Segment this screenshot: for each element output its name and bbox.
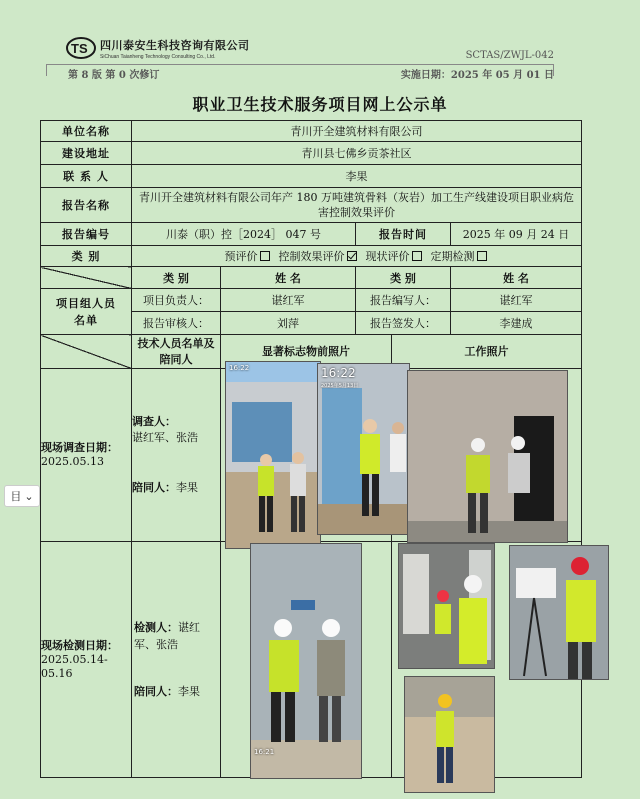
report-name-value: 青川开全建筑材料有限公司年产 180 万吨建筑骨料（灰岩）加工生产线建设项目职业病危害控制效果评价 xyxy=(132,188,582,223)
outline-toggle-button[interactable] xyxy=(4,485,40,507)
survey-staff-cell xyxy=(132,369,221,542)
work-col-header: 工作照片 xyxy=(392,335,582,369)
contact-label: 联 系 人 xyxy=(41,165,132,188)
category-options xyxy=(132,246,582,267)
category-label: 类 别 xyxy=(41,246,132,267)
checkbox-pre-eval xyxy=(260,251,270,261)
survey-landmark-photo-2 xyxy=(317,363,410,535)
detectors: 谌红军、张浩 xyxy=(134,621,200,651)
detection-companion-label: 陪同人： xyxy=(134,685,178,698)
checkbox-periodic xyxy=(477,251,487,261)
detection-date-label: 现场检测日期： xyxy=(41,638,118,652)
team-label: 项目组人员名单 xyxy=(41,289,132,335)
survey-landmark-photo-1 xyxy=(225,361,321,549)
category-periodic: 定期检测 xyxy=(431,250,489,263)
survey-date-label: 现场调查日期： xyxy=(41,441,118,454)
implementation-date: 实施日期：2025 年 05 月 01 日 xyxy=(400,70,554,81)
company-name-cn: 四川泰安生科技咨询有限公司 xyxy=(100,38,250,52)
report-name-label: 报告名称 xyxy=(41,188,132,223)
investigators-label: 调查人： xyxy=(132,415,176,428)
landmark-col-header: 显著标志物前照片 xyxy=(221,335,392,369)
team-role: 报告签发人： xyxy=(356,312,451,335)
report-no-value: 川泰（职）控［2024］ 047 号 xyxy=(132,223,356,246)
team-header-row xyxy=(41,267,582,289)
detection-date-cell xyxy=(41,542,132,778)
company-logo-icon xyxy=(66,36,96,60)
row-category xyxy=(41,246,582,267)
photo-timestamp: 16:22 xyxy=(229,364,250,372)
investigators: 谌红军、张浩 xyxy=(132,431,198,444)
category-pre-eval: 预评价 xyxy=(225,250,272,263)
version-info: 第 8 版 第 0 次修订 xyxy=(68,70,160,81)
detectors-label: 检测人： xyxy=(134,621,178,634)
team-name: 刘萍 xyxy=(221,312,356,335)
header-divider-tick-left xyxy=(46,64,47,76)
photos-corner xyxy=(41,335,132,369)
report-time-label: 报告时间 xyxy=(356,223,451,246)
detection-companion: 李果 xyxy=(178,685,200,698)
report-time-value: 2025 年 09 月 24 日 xyxy=(451,223,582,246)
team-role: 报告审核人： xyxy=(132,312,221,335)
detection-date: 2025.05.14-05.16 xyxy=(41,652,108,680)
detection-staff-cell xyxy=(132,542,221,778)
row-report-no xyxy=(41,223,582,246)
team-name: 谌红军 xyxy=(451,289,582,312)
row-address xyxy=(41,142,582,165)
category-status-eval: 现状评价 xyxy=(366,250,424,263)
team-role: 报告编写人： xyxy=(356,289,451,312)
page-title: 职业卫生技术服务项目网上公示单 xyxy=(192,95,448,114)
survey-date-cell xyxy=(41,369,132,542)
row-report-name xyxy=(41,188,582,223)
header-divider xyxy=(46,64,554,65)
unit-name-value: 青川开全建筑材料有限公司 xyxy=(132,121,582,142)
outline-icon: 目 xyxy=(10,490,22,503)
team-row xyxy=(41,289,582,312)
team-role: 项目负责人： xyxy=(132,289,221,312)
row-unit-name xyxy=(41,121,582,142)
survey-companion: 李果 xyxy=(176,481,198,494)
photo-timestamp: 16:21 xyxy=(254,748,275,756)
team-corner xyxy=(41,267,132,289)
team-col-type-1: 类 别 xyxy=(132,267,221,289)
company-name-en: SiChuan Taianheng Technology Consulting Co., Ltd. xyxy=(100,53,216,60)
row-contact xyxy=(41,165,582,188)
category-control-eval: 控制效果评价 xyxy=(279,250,359,263)
photo-timestamp: 16:22 xyxy=(321,366,356,380)
address-value: 青川县七佛乡贡茶社区 xyxy=(132,142,582,165)
chevron-down-icon: ⌄ xyxy=(24,489,34,503)
team-col-type-2: 类 别 xyxy=(356,267,451,289)
detection-work-photo-2 xyxy=(509,545,609,680)
team-name: 李建成 xyxy=(451,312,582,335)
survey-work-photo xyxy=(407,370,568,543)
team-col-name-2: 姓 名 xyxy=(451,267,582,289)
team-name: 谌红军 xyxy=(221,289,356,312)
photo-date-stamp: 2025年5月13日 xyxy=(321,383,359,389)
checkbox-control-eval xyxy=(347,251,357,261)
company-logo xyxy=(66,36,250,60)
survey-date: 2025.05.13 xyxy=(41,455,104,468)
report-no-label: 报告编号 xyxy=(41,223,132,246)
detection-work-photo-3 xyxy=(404,676,495,793)
document-code: SCTAS/ZWJL-042 xyxy=(465,50,554,61)
detection-work-photo-1 xyxy=(398,543,495,669)
svg-text:TS: TS xyxy=(71,41,88,56)
checkbox-status-eval xyxy=(412,251,422,261)
detection-landmark-photo xyxy=(250,543,362,779)
contact-value: 李果 xyxy=(132,165,582,188)
unit-name-label: 单位名称 xyxy=(41,121,132,142)
survey-companion-label: 陪同人： xyxy=(132,481,176,494)
team-col-name-1: 姓 名 xyxy=(221,267,356,289)
staff-col-header: 技术人员名单及陪同人 xyxy=(132,335,221,369)
address-label: 建设地址 xyxy=(41,142,132,165)
